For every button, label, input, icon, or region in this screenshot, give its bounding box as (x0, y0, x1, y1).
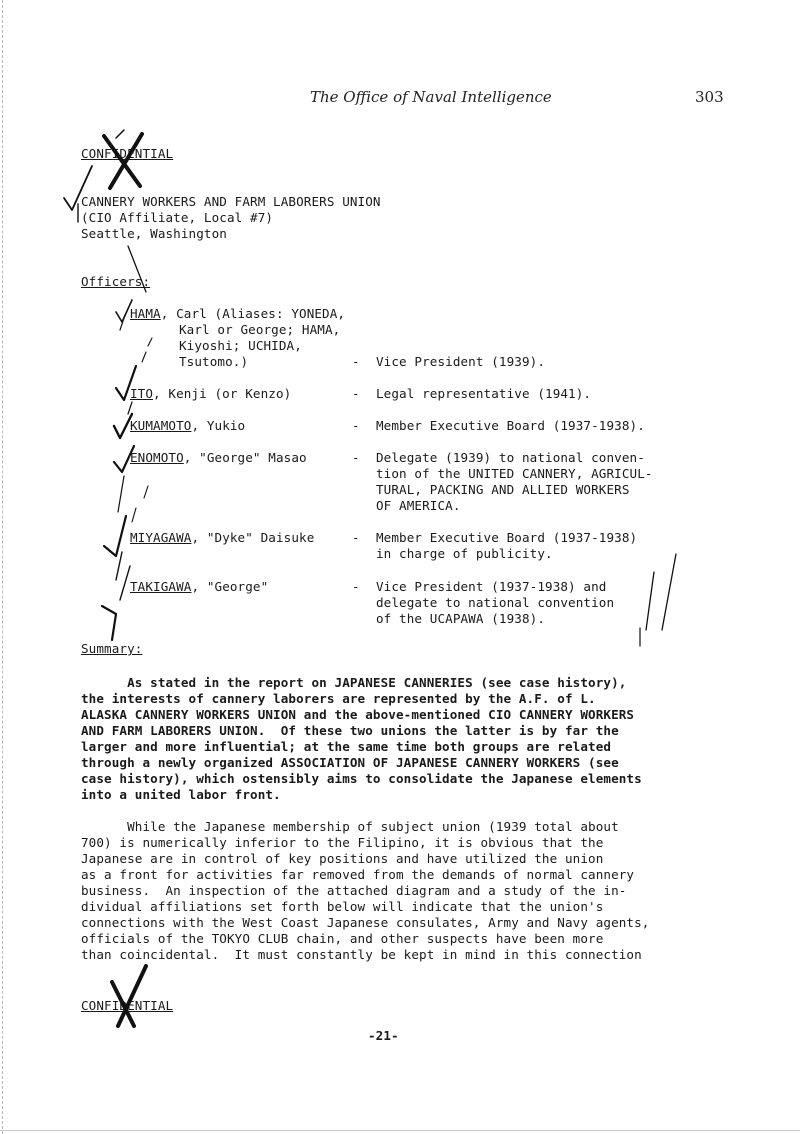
paragraph-line: dividual affiliations set forth below will indicate that the union's (81, 899, 604, 914)
check-mark-officer (102, 606, 116, 640)
officer-name-rest: , "George" Masao (183, 450, 307, 465)
role-dash: - (352, 418, 360, 433)
officer-surname: KUMAMOTO (130, 418, 192, 433)
officer-surname: HAMA (130, 306, 161, 321)
paragraph-line: As stated in the report on JAPANESE CANNERIES (see case history), (81, 675, 627, 690)
officers-label: Officers: (81, 274, 151, 289)
officer-name-rest: , Carl (Aliases: YONEDA, (160, 306, 346, 321)
paragraph-line: officials of the TOKYO CLUB chain, and other suspects have been more (81, 931, 604, 946)
officer-name-line (130, 530, 314, 546)
officer-role-line: OF AMERICA. (376, 498, 461, 513)
union-location: Seattle, Washington (81, 226, 227, 241)
officer-role-line: in charge of publicity. (376, 546, 553, 561)
officer-role-line: delegate to national convention (376, 595, 615, 610)
pen-stroke (120, 566, 130, 600)
paragraph-line: larger and more influential; at the same time both groups are related (81, 739, 612, 754)
officer-role-line: Member Executive Board (1937-1938). (376, 418, 645, 433)
officer-name-rest: , Kenji (or Kenzo) (153, 386, 292, 401)
union-name: CANNERY WORKERS AND FARM LABORERS UNION (81, 194, 381, 209)
officer-role-line: Vice President (1937-1938) and (376, 579, 607, 594)
pen-x-bottom-cross (118, 966, 146, 1026)
officer-surname: ITO (130, 386, 154, 401)
paragraph-line: the interests of cannery laborers are represented by the A.F. of L. (81, 691, 596, 706)
officer-surname: TAKIGAWA (130, 579, 192, 594)
officer-alias-line: Tsutomo.) (179, 354, 249, 369)
officer-name-line (130, 418, 245, 434)
pen-slash-right (662, 554, 676, 630)
pen-slash-top (116, 130, 124, 138)
pen-stroke (120, 318, 124, 330)
paragraph-line: While the Japanese membership of subject union (1939 total about (81, 819, 619, 834)
paragraph-line: connections with the West Coast Japanese consulates, Army and Navy agents, (81, 915, 650, 930)
classification-bottom: CONFIDENTIAL (81, 998, 174, 1013)
role-dash: - (352, 530, 360, 545)
officer-name-line (130, 450, 307, 466)
officer-role-line: Delegate (1939) to national conven- (376, 450, 645, 465)
paragraph-line: Japanese are in control of key positions and have utilized the union (81, 851, 604, 866)
paragraph-line: into a united labor front. (81, 787, 281, 802)
role-dash: - (352, 386, 360, 401)
pen-stroke (128, 402, 132, 414)
pen-stroke (118, 476, 124, 512)
pen-stroke (132, 508, 136, 522)
paragraph-line: as a front for activities far removed from the demands of normal cannery (81, 867, 635, 882)
paragraph-line: AND FARM LABORERS UNION. Of these two unions the latter is by far the (81, 723, 619, 738)
page-edge-bottom (0, 1130, 800, 1131)
officer-role-line: Legal representative (1941). (376, 386, 592, 401)
footer-page-number: -21- (368, 1028, 399, 1043)
officer-name-rest: , "George" (191, 579, 269, 594)
officer-surname: ENOMOTO (130, 450, 184, 465)
pen-slash-right (646, 572, 654, 630)
officer-name-line (130, 306, 345, 322)
officer-name-line (130, 386, 291, 402)
officer-role-line: TURAL, PACKING AND ALLIED WORKERS (376, 482, 630, 497)
check-mark-officer (104, 516, 126, 556)
paragraph-line: through a newly organized ASSOCIATION OF JAPANESE CANNERY WORKERS (see (81, 755, 619, 770)
officer-name-rest: , Yukio (191, 418, 246, 433)
officer-alias-line: Kiyoshi; UCHIDA, (179, 338, 302, 353)
paragraph-line: than coincidental. It must constantly be kept in mind in this connection (81, 947, 642, 962)
paragraph-line: business. An inspection of the attached diagram and a study of the in- (81, 883, 627, 898)
officer-role-line: of the UCAPAWA (1938). (376, 611, 546, 626)
paragraph-line: 700) is numerically inferior to the Filipino, it is obvious that the (81, 835, 604, 850)
officer-name-rest: , "Dyke" Daisuke (191, 530, 315, 545)
role-dash: - (352, 450, 360, 465)
page-edge-left (2, 0, 4, 1134)
role-dash: - (352, 579, 360, 594)
union-affiliation: (CIO Affiliate, Local #7) (81, 210, 274, 225)
officer-surname: MIYAGAWA (130, 530, 192, 545)
paragraph-line: case history), which ostensibly aims to consolidate the Japanese elements (81, 771, 642, 786)
officer-name-line (130, 579, 268, 595)
officer-role-line: Vice President (1939). (376, 354, 546, 369)
officer-role-line: Member Executive Board (1937-1938) (376, 530, 638, 545)
pen-stroke (142, 338, 152, 362)
pen-stroke (116, 552, 122, 580)
running-title: The Office of Naval Intelligence (310, 88, 552, 106)
summary-label: Summary: (81, 641, 143, 656)
officer-alias-line: Karl or George; HAMA, (179, 322, 341, 337)
classification-top: CONFIDENTIAL (81, 146, 174, 161)
role-dash: - (352, 354, 360, 369)
paragraph-line: ALASKA CANNERY WORKERS UNION and the above-mentioned CIO CANNERY WORKERS (81, 707, 635, 722)
pen-stroke (144, 486, 148, 498)
officer-role-line: tion of the UNITED CANNERY, AGRICUL- (376, 466, 653, 481)
page-number: 303 (695, 88, 724, 106)
